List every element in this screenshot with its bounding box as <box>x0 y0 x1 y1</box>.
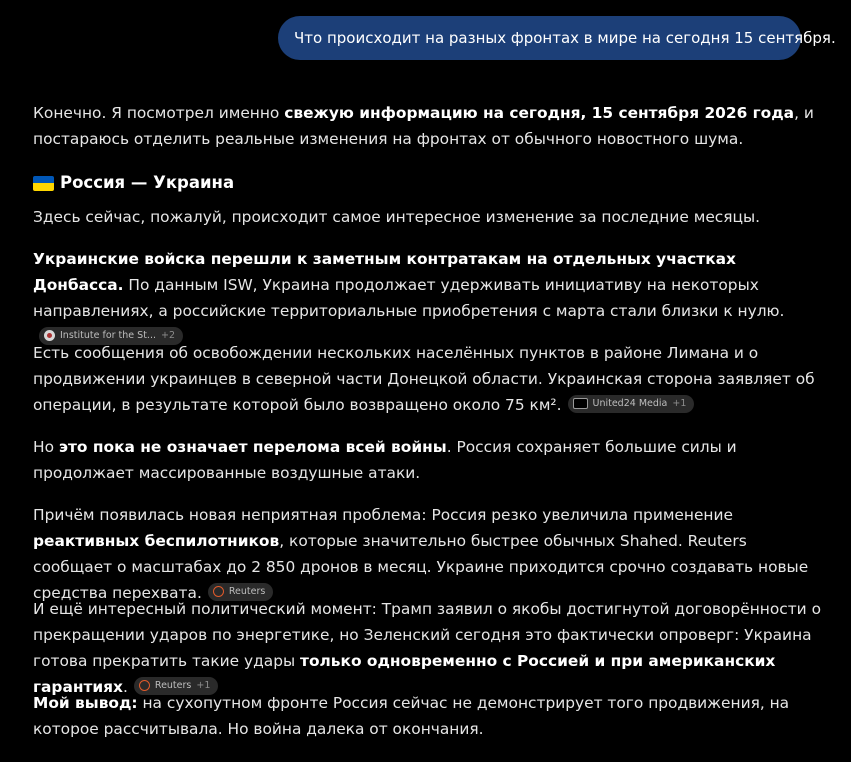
p6-bold: только одновременно с Россией и при американских гарантиях <box>33 652 776 696</box>
paragraph-4 <box>33 434 823 486</box>
p4-text-2: . Россия сохраняет большие силы и продолжает массированные воздушные атаки. <box>33 438 737 482</box>
p7-bold: Мой вывод: <box>33 694 138 712</box>
p6-text-2: . <box>122 678 128 696</box>
p2-text: По данным ISW, Украина продолжает удерживать инициативу на некоторых направлениях, а российские территориальные приобретения с марта стали близки к нулю. <box>33 276 785 320</box>
intro-paragraph <box>33 100 823 152</box>
chip-label: Institute for the St... <box>60 329 156 341</box>
p4-text: Но <box>33 438 59 456</box>
p3-text: Есть сообщения об освобождении нескольких населённых пунктов в районе Лимана и о продвижении украинцев в северной части Донецкой области. Украинская сторона заявляет об операции, в результате которой было возвращено около 75 км². <box>33 344 815 414</box>
section-heading <box>33 170 234 196</box>
p4-bold: это пока не означает перелома всей войны <box>58 438 447 456</box>
chip-label: United24 Media <box>592 397 668 409</box>
paragraph-3 <box>33 340 823 418</box>
chip-label: Reuters <box>228 585 266 597</box>
paragraph-1: Здесь сейчас, пожалуй, происходит самое интересное изменение за последние месяцы. <box>33 208 761 226</box>
chip-more-count: +1 <box>196 679 211 691</box>
p5-bold: реактивных беспилотников <box>33 532 280 550</box>
paragraph-5 <box>33 502 823 606</box>
paragraph-7 <box>33 690 823 742</box>
chip-more-count: +2 <box>160 329 175 341</box>
p7-text: на сухопутном фронте Россия сейчас не демонстрирует того продвижения, на которое рассчитывала. Но война далека от окончания. <box>33 694 790 738</box>
paragraph-6 <box>33 596 823 700</box>
p5-text-2: , которые значительно быстрее обычных Shahed. Reuters сообщает о масштабах до 2 850 дронов в месяц. Украине приходится срочно создавать новые средства перехвата. <box>33 532 809 602</box>
user-message-text: Что происходит на разных фронтах в мире на сегодня 15 сентября. <box>294 29 836 47</box>
paragraph-2 <box>33 246 823 350</box>
user-message-bubble <box>278 16 836 60</box>
chip-more-count: +1 <box>672 397 687 409</box>
p6-text: И ещё интересный политический момент: Трамп заявил о якобы достигнутой договорённости о прекращении ударов по энергетике, но Зеленский сегодня это фактически опроверг: Украина готова прекратить такие удары <box>33 600 821 670</box>
source-chip-united24[interactable] <box>568 395 695 413</box>
chip-label: Reuters <box>154 679 192 691</box>
section-title: Россия — Украина <box>60 173 235 192</box>
ukraine-flag-icon <box>33 176 54 191</box>
united24-logo-icon <box>573 398 588 409</box>
p5-text: Причём появилась новая неприятная проблема: Россия резко увеличила применение <box>33 506 733 524</box>
p2-bold: Украинские войска перешли к заметным контратакам на отдельных участках Донбасса. <box>33 250 736 294</box>
intro-text-2: , и постараюсь отделить реальные изменения на фронтах от обычного новостного шума. <box>33 104 814 148</box>
intro-bold: свежую информацию на сегодня, 15 сентября 2026 года <box>284 104 795 122</box>
intro-text: Конечно. Я посмотрел именно <box>33 104 285 122</box>
